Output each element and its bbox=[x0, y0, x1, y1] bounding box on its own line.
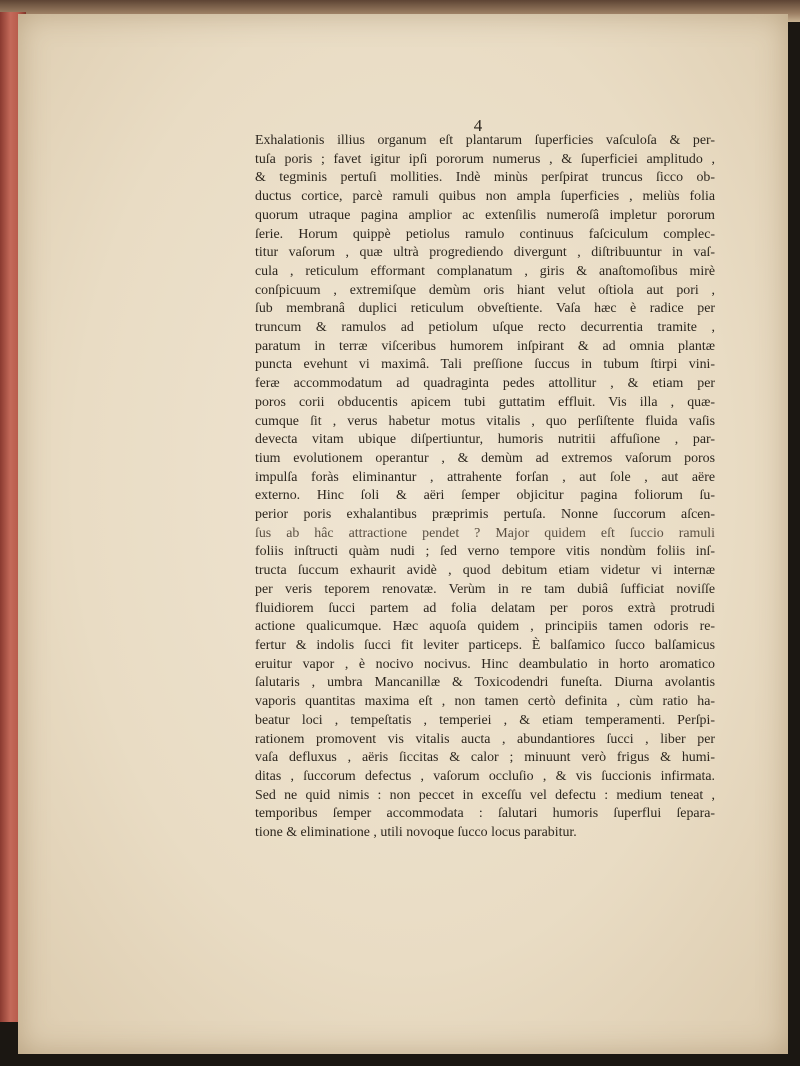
text-line: ſalutaris , umbra Mancanillæ & Toxicodendri funeſta. Diurna avolantis bbox=[255, 675, 715, 691]
page-number: 4 bbox=[473, 116, 483, 135]
text-line: ſerie. Horum quippè petiolus ramulo continuus faſciculum complec- bbox=[255, 226, 715, 242]
text-line: paratum in terræ viſceribus humorem inſpirant & ad omnia plantæ bbox=[255, 338, 715, 354]
book-page bbox=[18, 14, 788, 1054]
text-line: poros corii obducentis apicem tubi guttatim effluit. Vis illa , quæ- bbox=[255, 394, 715, 410]
text-line: quorum utraque pagina amplior ac extenſilis numeroſâ impletur pororum bbox=[255, 207, 715, 223]
text-line: fertur & indolis ſucci fit leviter particeps. È balſamico ſucco balſamicus bbox=[255, 637, 715, 653]
text-line: Exhalationis illius organum eſt plantarum ſuperficies vaſculoſa & per- bbox=[255, 133, 715, 148]
text-line: rationem promovent vis vitalis aucta , abundantiores ſucci , liber per bbox=[255, 731, 715, 747]
text-line: truncum & ramulos ad petiolum uſque recto decurrentia tramite , bbox=[255, 320, 715, 336]
text-line: tione & eliminatione , utili novoque ſucco locus parabitur. bbox=[255, 825, 577, 841]
text-line: per veris teporem renovatæ. Verùm in re tam dubiâ ſufficiat noviſſe bbox=[255, 581, 715, 597]
text-line: perior poris exhalantibus præprimis pertuſa. Nonne ſuccorum aſcen- bbox=[255, 507, 715, 523]
text-line: vaſa defluxus , aëris ſiccitas & calor ; minuunt verò frigus & humi- bbox=[255, 750, 715, 766]
text-line: beatur loci , tempeſtatis , temperiei , & etiam temperamenti. Perſpi- bbox=[255, 712, 715, 728]
text-line: tuſa poris ; favet igitur ipſi pororum numerus , & ſuperficiei amplitudo , bbox=[255, 151, 715, 167]
text-line: fluidiorem ſucci partem ad folia delatam per poros extrà protrudi bbox=[255, 600, 715, 616]
text-line: vaporis quantitas maxima eſt , non tamen certò definita , cùm ratio ha- bbox=[255, 694, 715, 710]
text-line: devecta vitam ubique diſpertiuntur, humoris nutritii affuſione , par- bbox=[255, 432, 715, 448]
text-line: feræ accommodatum ad quadraginta pedes attollitur , & etiam per bbox=[255, 376, 715, 392]
text-line: tium evolutionem operantur , & demùm ad extremos vaſorum poros bbox=[255, 450, 715, 466]
text-line: Sed ne quid nimis : non peccet in exceſſu vel defectu : medium teneat , bbox=[255, 787, 715, 803]
text-line: externo. Hinc ſoli & aëri ſemper objicitur pagina foliorum ſu- bbox=[255, 488, 715, 504]
text-line: foliis inſtructi quàm nudi ; ſed verno tempore vitis nondùm foliis inſ- bbox=[255, 544, 715, 560]
text-line: eruitur vapor , è nocivo nocivus. Hinc deambulatio in horto aromatico bbox=[255, 656, 715, 672]
text-line: puncta evehunt vi maximâ. Tali preſſione ſuccus in tubum ſtirpi vini- bbox=[255, 357, 715, 373]
text-line: actione qualicumque. Hæc aquoſa quidem , principiis tamen odoris re- bbox=[255, 619, 715, 635]
text-line: impulſa foràs eliminantur , attrahente forſan , aut ſole , aut aëre bbox=[255, 469, 715, 485]
text-line: conſpicuum , extremiſque demùm oris hiant velut oſtiola aut pori , bbox=[255, 282, 715, 298]
page-body-text bbox=[255, 132, 715, 843]
text-line: cumque ſit , verus habetur motus vitalis , quo perſiſtente fluida vaſis bbox=[255, 413, 715, 429]
text-line: tructa ſuccum exhaurit avidè , quod debitum etiam videtur vi internæ bbox=[255, 563, 715, 579]
text-line: temporibus ſemper accommodata : ſalutari humoris ſuperflui ſepara- bbox=[255, 806, 715, 822]
text-line: cula , reticulum efformant complanatum , giris & anaſtomoſibus mirè bbox=[255, 263, 715, 279]
text-line: ductus cortice, parcè ramuli quibus non ampla ſuperficies , meliùs folia bbox=[255, 189, 715, 205]
text-line: ſub membranâ duplici reticulum obveſtiente. Vaſa hæc è radice per bbox=[255, 301, 715, 317]
text-line: titur vaſorum , quæ ultrà progrediendo divergunt , diſtribuuntur in vaſ- bbox=[255, 245, 715, 261]
text-line: ſus ab hâc attractione pendet ? Major quidem eſt ſuccio ramuli bbox=[255, 525, 715, 541]
text-line: & tegminis pertuſi mollities. Indè minùs perſpirat truncus ſicco ob- bbox=[255, 170, 715, 186]
text-line: ditas , ſuccorum defectus , vaſorum occluſio , & vis ſuccionis infirmata. bbox=[255, 768, 715, 784]
